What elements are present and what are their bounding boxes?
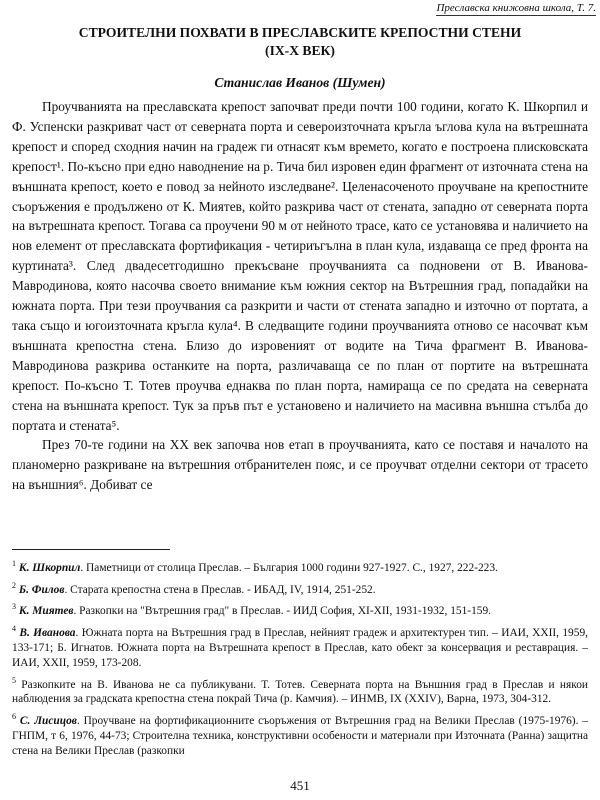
footnote-text: . Паметници от столица Преслав. – България 1000 години 927-1927. С., 1927, 222-223. bbox=[80, 561, 498, 574]
footnote-1: $^1$ К. Шкорпил. Паметници от столица Преслав. – България 1000 години 927-1927. С., 1927, 222-223. bbox=[12, 559, 498, 574]
page-number: 451 bbox=[290, 778, 310, 793]
footnote-text: . Проучване на фортификационните съоръжения от Вътрешния град на Велики Преслав (1975-1976). – ГНПМ, т 6, 1976, 44-73; Строителна техника, конструктивни особености и материали при Източната (Ранна) защитна стена на Велики Преслав (разкопки bbox=[12, 715, 589, 757]
footnote-author: В. Иванова bbox=[19, 626, 76, 639]
title-line-2: (IX-X ВЕК) bbox=[265, 43, 335, 58]
footnote-author: Б. Филов bbox=[18, 583, 65, 596]
footnote-author: К. Шкорпил bbox=[18, 561, 81, 574]
footnote-text: . Южната порта на Вътрешния град в Преслав, нейният градеж и архитектурен тип. – ИАИ, XXII, 1959, 133-171; Б. Игнатов. Южната порта на Вътрешната крепост в Преслав, като обект за консервация и реставрация. – ИАИ, XXII, 1959, 173-208. bbox=[12, 626, 588, 669]
running-header: Преславска книжовна школа, Т. 7. bbox=[436, 2, 596, 14]
footnote-4: $^4$ В. Иванова. Южната порта на Вътрешния град в Преслав, нейният градеж и архитектурен тип. – ИАИ, XXII, 1959, 133-171; Б. Игнатов. Южната порта на Вътрешната крепост в Преслав, като обект за консервация и реставрация. – ИАИ, XXII, 1959, 173-208. bbox=[12, 624, 588, 669]
footnote-2: $^2$ Б. Филов. Старата крепостна стена в Преслав. - ИБАД, IV, 1914, 251-252. bbox=[12, 580, 376, 596]
footnote-text: Разкопките на В. Иванова не са публикувани. Т. Тотев. Северната порта на Външния град в Преслав и някои наблюдения за градската крепостна стена покрай Тича (р. Камчия). – ИНМВ, IX (XXIV), Варна, 1973, 304-312. bbox=[12, 678, 588, 706]
footnotes bbox=[12, 557, 588, 762]
footnote-6: $^6$ С. Лисицов. Проучване на фортификационните съоръжения от Вътрешния град на Велики Преслав (1975-1976). – ГНПМ, т 6, 1976, 44-73; Строителна техника, конструктивни особености и материали при Източната (Ранна) защитна стена на Велики Преслав (разкопки bbox=[12, 712, 589, 757]
footnote-author: С. Лисицов bbox=[19, 715, 77, 728]
body-paragraph-2: През 70-те години на XX век започва нов етап в проучванията, като се поставя и началото на планомерно разкриване на вътрешния отбранителен пояс, и се проучват отделни сектори от трасето на външния⁶. Добиват се bbox=[12, 437, 588, 493]
title-line-1: СТРОИТЕЛНИ ПОХВАТИ В ПРЕСЛАВСКИТЕ КРЕПОСТНИ СТЕНИ bbox=[78, 25, 522, 40]
footnote-3: $^3$ К. Миятев. Разкопки на "Вътрешния град" в Преслав. - ИИД София, XI-XII, 1931-1932, 151-159. bbox=[12, 602, 492, 618]
footnote-author: К. Миятев bbox=[18, 605, 74, 618]
body-paragraph-1: Проучванията на преславската крепост започват преди почти 100 години, когато К. Шкорпил и Ф. Успенски разкриват част от северната порта и североизточната кръгла ъглова кула на вътрешната крепост и според сходния начин на градеж ги отнасят към времето, когато е построена плисковската крепост¹. По-късно при едно наводнение на р. Тича бил изровен един фрагмент от източната стена на външната крепост, което е повод за нейното изследване². Целенасоченото проучване на крепостните съоръжения е продължено от К. Миятев, който разкрива част от стената, западно от северната порта на вътрешната крепост. Тогава са проучени 90 м от нейното трасе, като се установява и наличието на нов елемент от преславската фортификация - четириъгълна в план кула, издаваща се пред фронта на куртината³. След двадесетгодишно прекъсване проучванията са подновени от В. Иванова-Мавродинова, която насочва своето внимание към южния сектор на Вътрешния град, попадайки на южната порта. При тези проучвания са разкрити и части от стената западно и източно от портата, а така също и югоизточната кръгла кула⁴. В следващите години проучванията отново се насочват към външната крепостна стена. Близо до изровеният от водите на Тича фрагмент В. Иванова-Мавродинова разкрива останките на порта, различаваща се по план от портите на вътрешната крепост. По-късно Т. Тотев проучва еднаква по план порта, намираща се по средата на северната стена на външната крепост. Тук за пръв път е установено и наличието на масивна външна стълба до портата и стената⁵. bbox=[12, 99, 588, 433]
footnote-text: . Разкопки на "Вътрешния град" в Преслав. - ИИД София, XI-XII, 1931-1932, 151-159. bbox=[73, 605, 492, 618]
article-body bbox=[12, 97, 588, 495]
footnote-text: . Старата крепостна стена в Преслав. - ИБАД, IV, 1914, 251-252. bbox=[64, 583, 376, 596]
footnote-separator bbox=[12, 549, 170, 550]
article-title bbox=[0, 24, 600, 60]
article-author: Станислав Иванов (Шумен) bbox=[214, 75, 386, 90]
footnote-5: $^5$ Разкопките на В. Иванова не са публикувани. Т. Тотев. Северната порта на Външния град в Преслав и някои наблюдения за градската крепостна стена покрай Тича (р. Камчия). – ИНМВ, IX (XXIV), Варна, 1973, 304-312. bbox=[12, 675, 588, 706]
